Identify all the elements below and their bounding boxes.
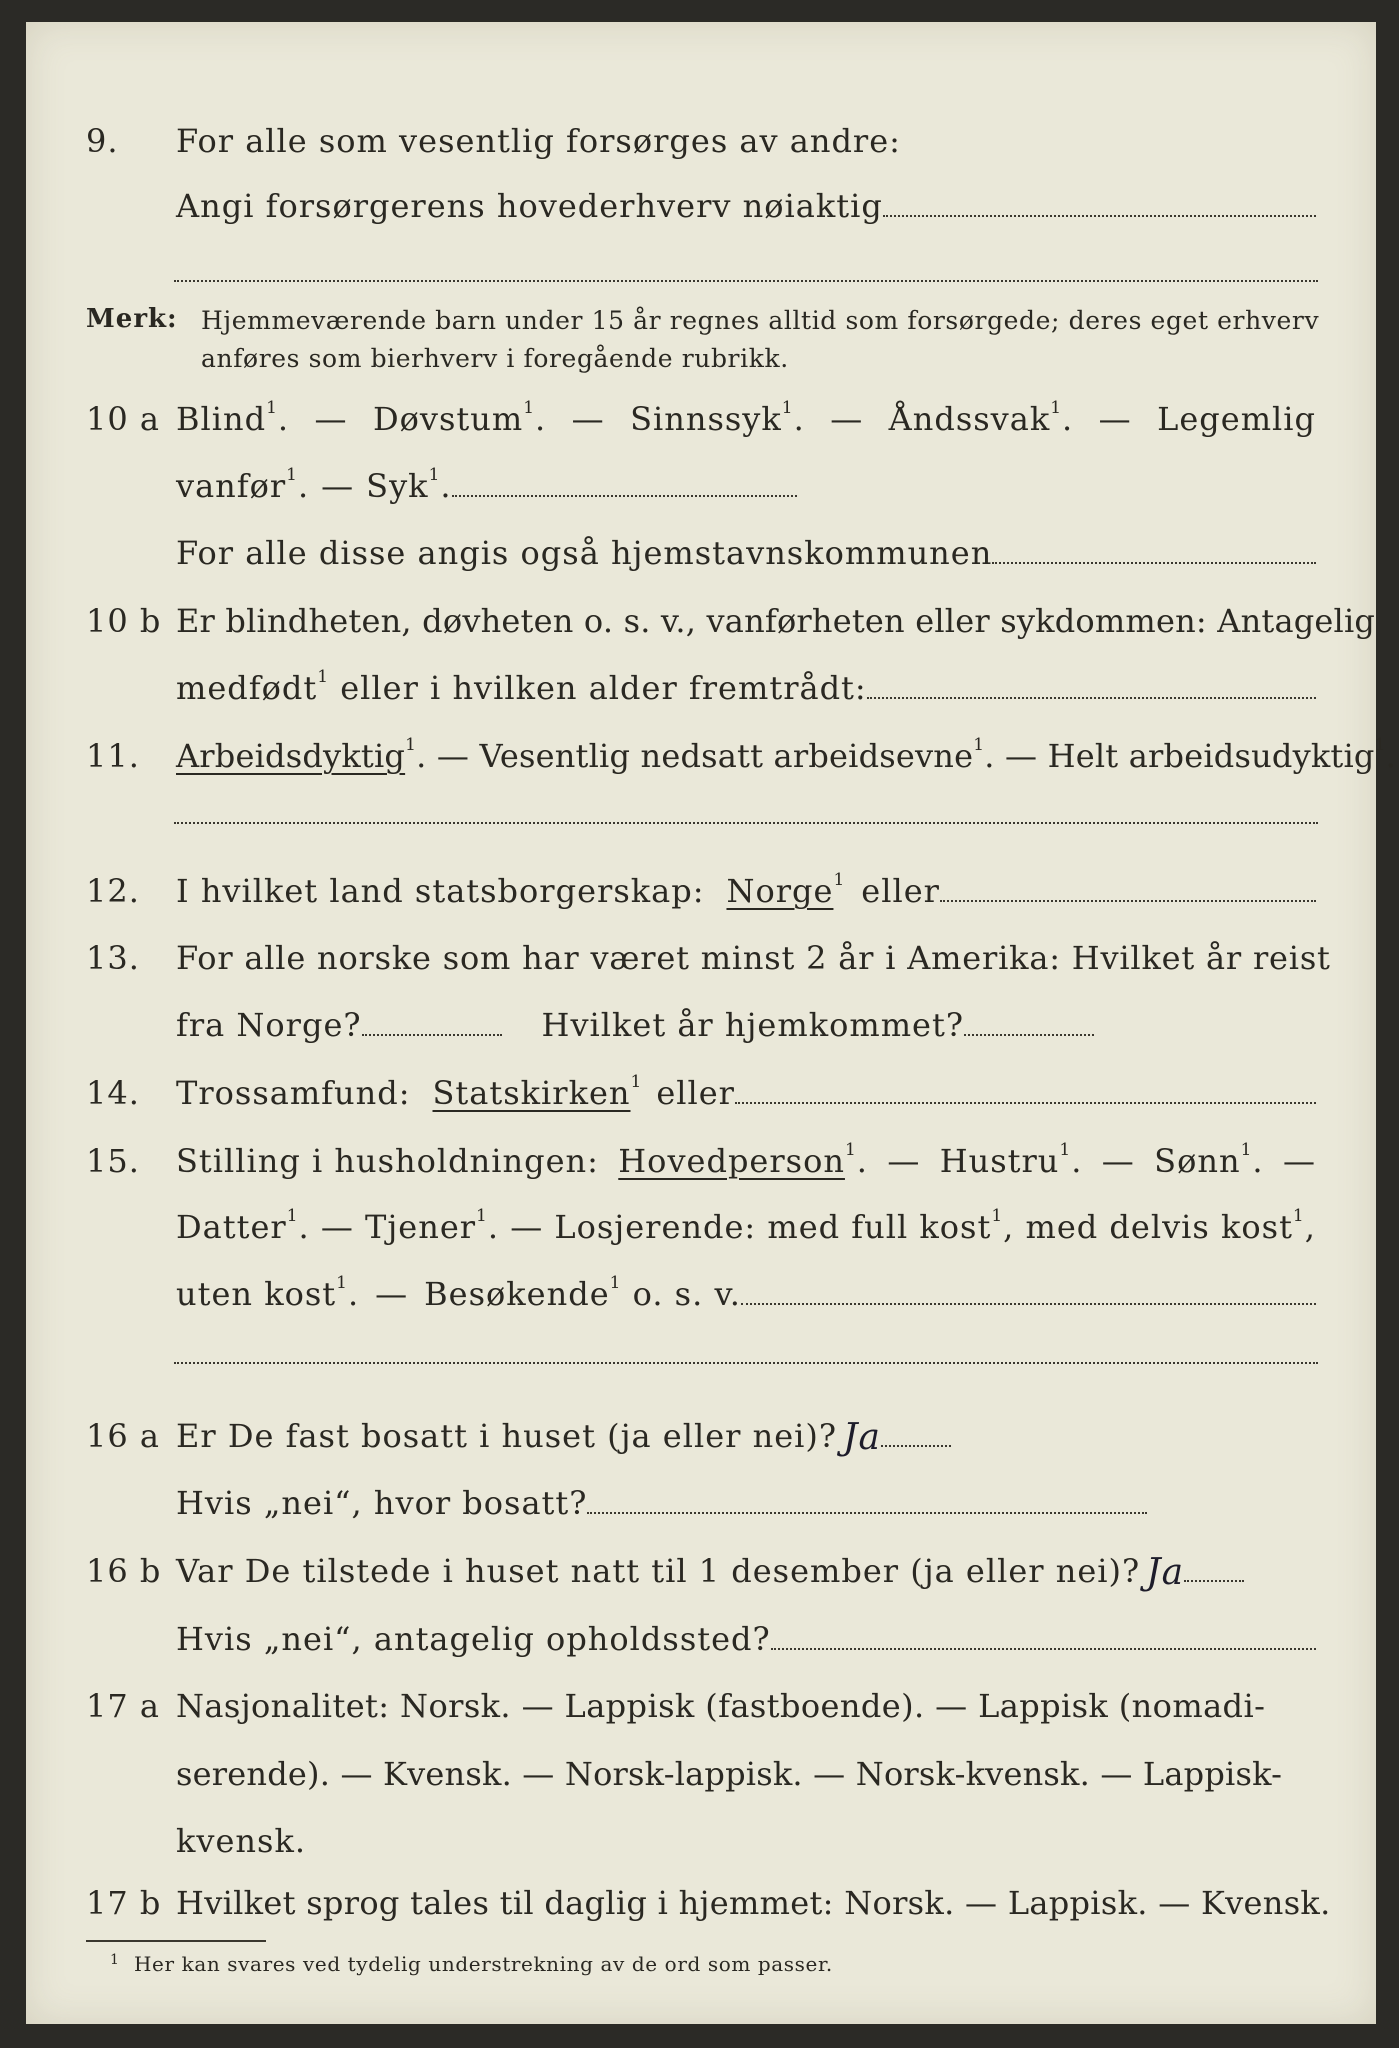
question-number: 11. [86, 737, 140, 775]
question-number: 15. [86, 1142, 140, 1180]
answer-line[interactable] [867, 669, 1316, 699]
option-besokende[interactable]: Besøkende [424, 1275, 610, 1313]
answer-line[interactable] [771, 1620, 1316, 1650]
answer-line[interactable] [174, 280, 1318, 282]
question-text: Hvilket sprog tales til daglig i hjemmet: Norsk. — Lappisk. — Kvensk. [176, 1884, 1331, 1922]
option-andssvak[interactable]: Åndssvak [888, 400, 1051, 438]
footnote-divider [86, 1940, 266, 1942]
option-medfodt[interactable]: medfødt [176, 669, 318, 707]
option-sinnssyk[interactable]: Sinnssyk [630, 400, 782, 438]
question-15-line2: Datter$^1$. — Tjener$^1$. — Losjerende: med full kost$^1$, med delvis kost$^1$, [176, 1206, 1316, 1246]
question-number: 12. [86, 872, 140, 910]
option-legemlig[interactable]: Legemlig [1157, 400, 1316, 438]
option-udyktig[interactable]: Helt arbeidsudyktig [1047, 737, 1375, 775]
answer-statskirken-selected[interactable]: Statskirken [432, 1074, 631, 1112]
census-form-page [26, 22, 1397, 2024]
answer-line[interactable] [587, 1484, 1147, 1514]
question-10a-line2: vanfør$^1$. — Syk$^1$. [26, 467, 1376, 527]
question-15-line3: uten kost$^1$. — Besøkende$^1$ o. s. v. [26, 1275, 1376, 1335]
answer-line[interactable] [964, 1006, 1094, 1036]
question-9 [26, 122, 1376, 182]
answer-line[interactable] [881, 1417, 951, 1447]
question-13-line2: fra Norge? Hvilket år hjemkommet? [26, 1006, 1376, 1066]
question-text: serende). — Kvensk. — Norsk-lappisk. — Norsk-kvensk. — Lappisk- [176, 1755, 1283, 1793]
option-hovedperson-selected[interactable]: Hovedperson [618, 1142, 845, 1180]
merk-note-line1: Hjemmeværende barn under 15 år regnes alltid som forsørgede; deres eget erhverv [201, 306, 1320, 335]
question-9-line2 [26, 187, 1376, 247]
question-15: 15. Stilling i husholdningen: Hovedperson$^1$. — Hustru$^1$. — Sønn$^1$. — [86, 1140, 1316, 1180]
question-16a: 16 a Er De fast bosatt i huset (ja eller nei)? Ja [26, 1417, 1376, 1477]
option-dovstum[interactable]: Døvstum [372, 400, 524, 438]
question-number: 9. [86, 122, 119, 160]
answer-line[interactable] [1184, 1552, 1244, 1582]
question-16a-line2: Hvis „nei“, hvor bosatt? [26, 1484, 1376, 1544]
footnote: 1 Her kan svares ved tydelig understrekning av de ord som passer. [110, 1952, 833, 1976]
answer-line[interactable] [992, 534, 1316, 564]
question-12: 12. I hvilket land statsborgerskap: Norge$^1$ eller [26, 872, 1376, 932]
option-vanfor[interactable]: vanfør [176, 467, 287, 505]
question-text: kvensk. [176, 1822, 306, 1860]
question-number: 13. [86, 939, 140, 977]
option-syk[interactable]: Syk [366, 467, 429, 505]
merk-note-line2: anføres som bierhverv i foregående rubrikk. [201, 344, 789, 373]
question-11: 11. Arbeidsdyktig$^1$. — Vesentlig nedsatt arbeidsevne$^1$. — Helt arbeidsudyktig$^1$. [86, 735, 1397, 775]
option-sonn[interactable]: Sønn [1154, 1142, 1241, 1180]
question-10a: 10 a Blind$^1$. — Døvstum$^1$. — Sinnssyk$^1$. — Åndssvak$^1$. — Legemlig [86, 398, 1316, 438]
answer-norge-selected[interactable]: Norge [726, 872, 834, 910]
question-17a-line2 [26, 1755, 1376, 1815]
question-17b [26, 1884, 1376, 1944]
option-datter[interactable]: Datter [176, 1208, 287, 1246]
question-text: Er blindheten, døvheten o. s. v., vanførheten eller sykdommen: Antagelig [176, 602, 1376, 640]
option-med-full-kost[interactable]: med full kost [767, 1208, 992, 1246]
question-text: For alle som vesentlig forsørges av andre: [176, 122, 901, 160]
answer-line[interactable] [741, 1275, 1316, 1305]
question-10b [26, 602, 1376, 662]
answer-line[interactable] [883, 187, 1316, 217]
answer-line[interactable] [362, 1006, 502, 1036]
option-uten-kost[interactable]: uten kost [176, 1275, 337, 1313]
option-blind[interactable]: Blind [176, 400, 267, 438]
question-number: 17 b [86, 1884, 162, 1922]
question-17a [26, 1687, 1376, 1747]
question-text: I hvilket land statsborgerskap: [176, 872, 705, 910]
question-number: 10 b [86, 602, 162, 640]
question-text: Nasjonalitet: Norsk. — Lappisk (fastboende). — Lappisk (nomadi- [176, 1687, 1266, 1725]
question-17a-line3 [26, 1822, 1376, 1882]
question-10a-line3 [26, 534, 1376, 594]
question-text: For alle disse angis også hjemstavnskommunen [176, 534, 993, 572]
question-10b-line2: medfødt$^1$ eller i hvilken alder fremtrådt: [26, 669, 1376, 729]
question-text: Trossamfund: [176, 1074, 411, 1112]
question-number: 17 a [86, 1687, 160, 1725]
option-hustru[interactable]: Hustru [939, 1142, 1060, 1180]
question-16b: 16 b Var De tilstede i huset natt til 1 desember (ja eller nei)? Ja [26, 1552, 1376, 1612]
handwritten-answer[interactable]: Ja [843, 1417, 881, 1458]
option-delvis-kost[interactable]: med delvis kost [1025, 1208, 1293, 1246]
question-number: 10 a [86, 400, 160, 438]
answer-line[interactable] [735, 1074, 1316, 1104]
answer-line[interactable] [452, 467, 797, 497]
question-text: Angi forsørgerens hovederhverv nøiaktig [176, 187, 883, 225]
question-number: 14. [86, 1074, 140, 1112]
handwritten-answer[interactable]: Ja [1146, 1552, 1185, 1593]
option-nedsatt[interactable]: Vesentlig nedsatt arbeidsevne [479, 737, 974, 775]
question-number: 16 a [86, 1417, 160, 1455]
question-16b-line2: Hvis „nei“, antagelig opholdssted? [26, 1620, 1376, 1680]
merk-label: Merk: [86, 304, 178, 334]
answer-line[interactable] [940, 872, 1316, 902]
option-tjener[interactable]: Tjener [365, 1208, 477, 1246]
question-number: 16 b [86, 1552, 162, 1590]
question-13 [26, 939, 1376, 999]
answer-line[interactable] [174, 1362, 1318, 1364]
option-arbeidsdyktig-selected[interactable]: Arbeidsdyktig [176, 737, 406, 775]
question-14: 14. Trossamfund: Statskirken$^1$ eller [26, 1074, 1376, 1134]
answer-line[interactable] [174, 822, 1318, 824]
question-text: For alle norske som har været minst 2 år i Amerika: Hvilket år reist [176, 939, 1331, 977]
